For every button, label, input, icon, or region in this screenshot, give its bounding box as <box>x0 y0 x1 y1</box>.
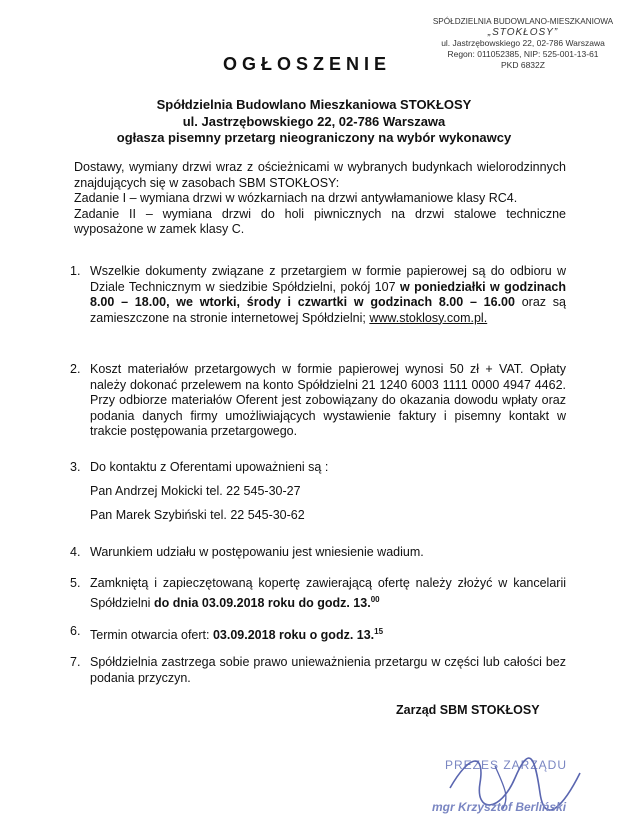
stamp-line-3: ul. Jastrzębowskiego 22, 02-786 Warszawa <box>441 38 605 48</box>
stamp-line-4: Regon: 011052385, NIP: 525-001-13-61 <box>447 49 599 59</box>
item-1-hours: w poniedziałki w godzinach 8.00 – 18.00, we wtorki, środy i czwartki w godzinach 8.00 – 16.00 <box>90 279 566 309</box>
item-number: 6. <box>70 624 81 638</box>
stamp-line-5: PKD 6832Z <box>501 60 545 70</box>
item-1-text-1: Wszelkie dokumenty związane z przetargiem w formie papierowej są do odbioru w Dziale Technicznym w siedzibie Spółdzielni, pokój 107 <box>90 264 566 294</box>
list-item-4 <box>70 545 566 561</box>
item-2-text: Koszt materiałów przetargowych w formie papierowej wynosi 50 zł + VAT. Opłaty należy dokonać przelewem na konto Spółdzielni 21 1240 6003 1111 0000 4947 4462. Przy odbiorze materiałów Oferent jest zobowiązany do okazania dowodu wpłaty oraz podania danych firmy umożliwiających wystawienie faktury i pisemny kontakt w trakcie postępowania przetargowego. <box>90 362 566 438</box>
item-5-text-1: Zamkniętą i zapieczętowaną kopertę zawierającą ofertę należy złożyć w kancelarii Spółdzielni <box>90 576 566 610</box>
item-number: 7. <box>70 655 81 669</box>
board-signature-title: Zarząd SBM STOKŁOSY <box>396 703 540 717</box>
item-number: 1. <box>70 264 81 278</box>
announcement-header <box>0 97 628 147</box>
item-6-text-1: Termin otwarcia ofert: <box>90 628 210 642</box>
president-stamp: PREZES ZARZĄDU <box>445 758 568 772</box>
list-item-1 <box>70 264 566 326</box>
intro-paragraph-1: Dostawy, wymiany drzwi wraz z ościeżnicami w wybranych budynkach wielorodzinnych znajdujących się w zasobach SBM STOKŁOSY: <box>74 160 566 190</box>
list-item-2 <box>70 362 566 440</box>
item-3-text: Do kontaktu z Oferentami upoważnieni są : <box>90 460 329 474</box>
item-1-text-3: oraz są zamieszczone na stronie internetowej Spółdzielni; <box>90 295 566 325</box>
stamp-line-1: SPÓŁDZIELNIA BUDOWLANO-MIESZKANIOWA <box>432 17 614 26</box>
list-item-3 <box>70 460 566 476</box>
intro-section <box>74 160 566 238</box>
list-item-6 <box>70 624 566 644</box>
item-number: 4. <box>70 545 81 559</box>
contact-person-2: Pan Marek Szybiński tel. 22 545-30-62 <box>90 508 305 522</box>
item-5-deadline: do dnia 03.09.2018 roku do godz. 13. <box>153 595 371 610</box>
intro-paragraph-2: Zadanie I – wymiana drzwi w wózkarniach na drzwi antywłamaniowe klasy RC4. <box>74 191 518 205</box>
item-7-text: Spółdzielnia zastrzega sobie prawo unieważnienia przetargu w części lub całości bez podania przyczyn. <box>90 655 566 685</box>
item-number: 5. <box>70 576 81 590</box>
stamp-line-2: „STOKŁOSY” <box>487 27 559 38</box>
intro-paragraph-3: Zadanie II – wymiana drzwi do holi piwnicznych na drzwi stalowe techniczne wyposażone w zamek klasy C. <box>74 206 566 236</box>
list-item-7 <box>70 655 566 686</box>
president-name: mgr Krzysztof Berliński <box>432 800 567 814</box>
header-line-3: ogłasza pisemny przetarg nieograniczony na wybór wykonawcy <box>116 130 512 145</box>
contact-person-1: Pan Andrzej Mokicki tel. 22 545-30-27 <box>90 484 301 498</box>
list-item-5 <box>70 576 566 611</box>
item-number: 2. <box>70 362 81 376</box>
item-number: 3. <box>70 460 81 474</box>
document-title: OGŁOSZENIE <box>222 54 391 74</box>
item-4-text: Warunkiem udziału w postępowaniu jest wniesienie wadium. <box>90 545 424 559</box>
header-line-2: ul. Jastrzębowskiego 22, 02-786 Warszawa <box>182 113 446 129</box>
item-5-deadline-minutes: 00 <box>370 594 380 604</box>
item-6-opening-minutes: 15 <box>374 627 384 636</box>
website-link[interactable]: www.stoklosy.com.pl. <box>369 310 488 325</box>
item-6-opening-date: 03.09.2018 roku o godz. 13. <box>212 628 375 642</box>
header-line-1: Spółdzielnia Budowlano Mieszkaniowa STOKŁOSY <box>156 97 472 112</box>
